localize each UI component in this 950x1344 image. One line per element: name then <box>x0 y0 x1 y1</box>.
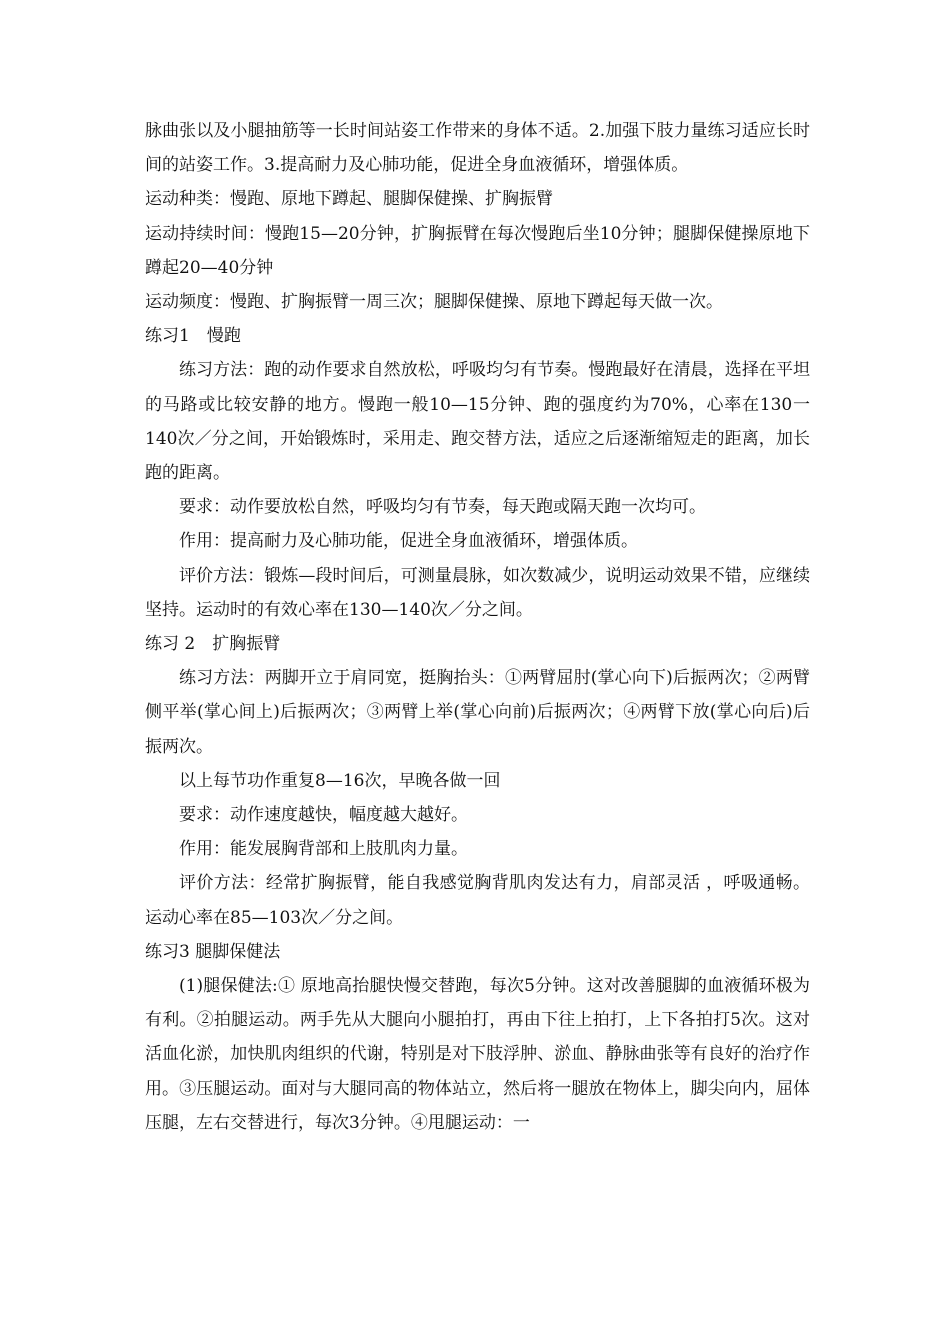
paragraph-arm-swing-evaluation: 评价方法：经常扩胸振臂，能自我感觉胸背肌肉发达有力，肩部灵活 ，呼吸通畅。运动心率在85—103次／分之间。 <box>145 873 810 928</box>
paragraph-arm-swing-method: 练习方法：两脚开立于肩同宽，挺胸抬头：①两臂屈肘(掌心向下)后振两次；②两臂侧平举(掌心间上)后振两次；③两臂上举(掌心向前)后振两次；④两臂下放(掌心向后)后振两次。 <box>145 668 810 757</box>
paragraph-jogging-effect: 作用：提高耐力及心肺功能，促进全身血液循环，增强体质。 <box>179 531 638 552</box>
document-body <box>145 114 810 1140</box>
paragraph-jogging-requirement: 要求：动作要放松自然，呼吸均匀有节奏，每天跑或隔天跑一次均可。 <box>179 497 706 518</box>
paragraph-intro-continuation: 脉曲张以及小腿抽筋等一长时间站姿工作带来的身体不适。2.加强下肢力量练习适应长时间的站姿工作。3.提高耐力及心肺功能，促进全身血液循环，增强体质。 <box>145 121 810 176</box>
heading-exercise-3: 练习3 腿脚保健法 <box>145 941 281 962</box>
paragraph-arm-swing-effect: 作用：能发展胸背部和上肢肌肉力量。 <box>179 839 468 860</box>
paragraph-arm-swing-repeat: 以上每节功作重复8—16次，早晚各做一回 <box>179 770 501 791</box>
heading-exercise-2: 练习 2 扩胸振臂 <box>145 634 281 655</box>
paragraph-exercise-duration: 运动持续时间：慢跑15—20分钟，扩胸振臂在每次慢跑后坐10分钟；腿脚保健操原地下蹲起20—40分钟 <box>145 223 810 278</box>
paragraph-jogging-method: 练习方法：跑的动作要求自然放松，呼吸均匀有节奏。慢跑最好在清晨，选择在平坦的马路或比较安静的地方。慢跑一般10—15分钟、跑的强度约为70%，心率在130一140次／分之间，开始锻炼时，采用走、跑交替方法，适应之后逐渐缩短走的距离，加长跑的距离。 <box>145 360 810 484</box>
paragraph-exercise-frequency: 运动频度：慢跑、扩胸振臂一周三次；腿脚保健操、原地下蹲起每天做一次。 <box>145 292 723 313</box>
paragraph-jogging-evaluation: 评价方法：锻炼—段时间后，可测量晨脉，如次数减少，说明运动效果不错，应继续坚持。运动时的有效心率在130—140次／分之间。 <box>145 565 810 620</box>
paragraph-arm-swing-requirement: 要求：动作速度越快，幅度越大越好。 <box>179 805 468 826</box>
paragraph-exercise-types: 运动种类：慢跑、原地下蹲起、腿脚保健操、扩胸振臂 <box>145 189 553 210</box>
heading-exercise-1: 练习1 慢跑 <box>145 326 241 347</box>
paragraph-leg-care-method: (1)腿保健法:① 原地高抬腿快慢交替跑，每次5分钟。这对改善腿脚的血液循环极为有利。②拍腿运动。两手先从大腿向小腿拍打，再由下往上拍打，上下各拍打5次。这对活血化淤，加快肌肉组织的代谢，特别是对下肢浮肿、淤血、静脉曲张等有良好的治疗作用。③压腿运动。面对与大腿同高的物体站立，然后将一腿放在物体上，脚尖向内，屈体压腿，左右交替进行，每次3分钟。④甩腿运动：一 <box>145 976 810 1133</box>
